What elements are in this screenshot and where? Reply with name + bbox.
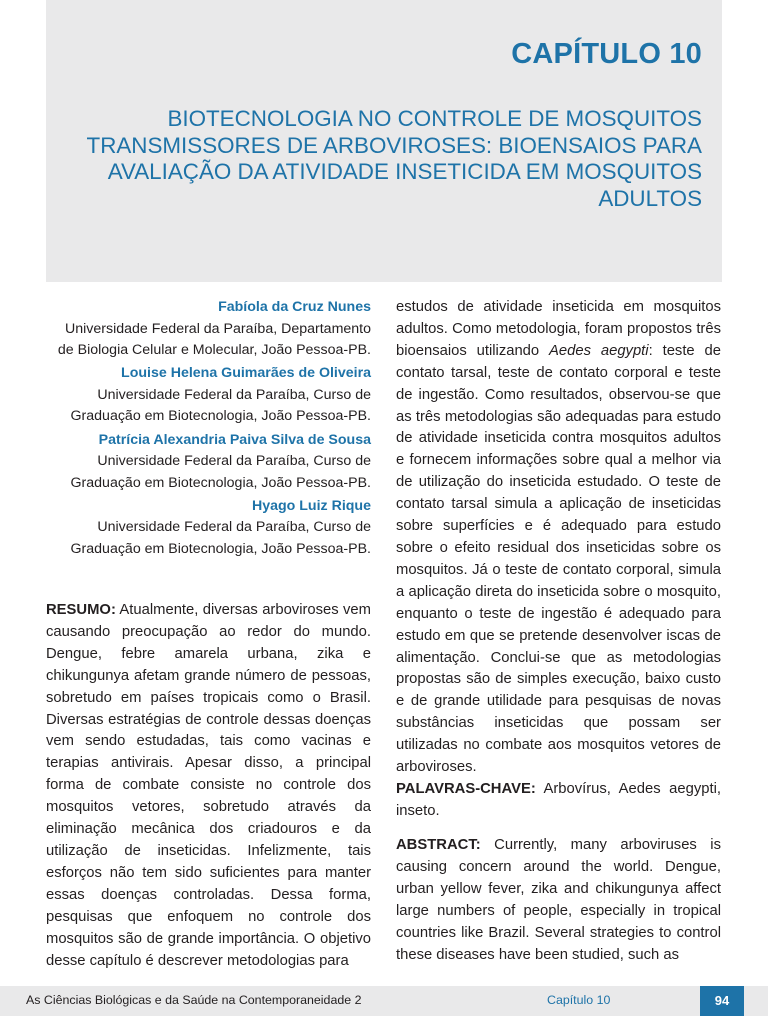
- author-entry: [46, 496, 371, 561]
- author-entry: [46, 297, 371, 362]
- resumo-text: Atualmente, diversas arboviroses vem causando preocupação ao redor do mundo. Dengue, febre amarela urbana, zika e chikungunya afetam grande número de pessoas, sobretudo em países tropicais como o Brasil. Diversas estratégias de controle dessas doenças vem sendo estudadas, tais como vacinas e terapias antivirais. Apesar disso, a principal forma de combate consiste no controle dos mosquitos vetores, sobretudo através da eliminação mecânica dos criadouros e da utilização de inseticidas. Infelizmente, tais esforços não tem sido suficientes para manter essas doenças controladas. Dessa forma, pesquisas que enfoquem no controle dos mosquitos são de grande importância. O objetivo desse capítulo é descrever metodologias para: [46, 602, 371, 969]
- page-number: 94: [700, 986, 744, 1016]
- chapter-title: BIOTECNOLOGIA NO CONTROLE DE MOSQUITOS TRANSMISSORES DE ARBOVIROSES: BIOENSAIOS PARA AVALIAÇÃO DA ATIVIDADE INSETICIDA EM MOSQUITOS ADULTOS: [86, 106, 702, 211]
- abstract-label: ABSTRACT:: [396, 837, 481, 854]
- author-name: Fabíola da Cruz Nunes: [218, 299, 371, 315]
- right-column: [396, 297, 721, 967]
- author-list: [46, 297, 371, 562]
- resumo-text-continued: estudos de atividade inseticida em mosquitos adultos. Como metodologia, foram propostos três bioensaios utilizando: [396, 299, 721, 359]
- keywords-paragraph: [396, 779, 721, 823]
- chapter-number: CAPÍTULO 10: [511, 38, 702, 70]
- keywords-label: PALAVRAS-CHAVE:: [396, 780, 536, 797]
- author-entry: [46, 363, 371, 428]
- footer-chapter: Capítulo 10: [547, 993, 611, 1007]
- resumo-label: RESUMO:: [46, 602, 116, 618]
- resumo-text-end: : teste de contato tarsal, teste de contato corporal e teste de ingestão. Como resultados, observou-se que as três metodologias são adequadas para estudo de atividade inseticida contra mosquitos adultos e fornecem informações sobre qual a melhor via de utilização do inseticida estudado. O teste de contato tarsal simula a aplicação de inseticidas sobre superfícies e é adequado para estudo sobre o efeito residual dos inseticidas sobre os mosquitos. Já o teste de contato corporal, simula a aplicação direta do inseticida sobre o mosquito, enquanto o teste de ingestão é adequado para estudo em que se pretende desenvolver iscas de alimentação. Conclui-se que as metodologias propostas são de simples execução, baixo custo e de grande utilidade para pesquisas de novas substâncias inseticidas que possam ser utilizadas no combate aos mosquitos vetores de arboviroses.: [396, 342, 722, 776]
- author-entry: [46, 430, 371, 495]
- keywords-text: Arbovírus, Aedes aegypti, inseto.: [396, 780, 721, 819]
- page-footer: [0, 986, 768, 1016]
- footer-book-title: As Ciências Biológicas e da Saúde na Contemporaneidade 2: [26, 993, 362, 1007]
- author-affiliation: Universidade Federal da Paraíba, Curso de Graduação em Biotecnologia, João Pessoa-PB.: [70, 386, 371, 425]
- resumo-continuation: [396, 297, 721, 779]
- abstract-text: Currently, many arboviruses is causing concern around the world. Dengue, urban yellow fever, zika and chikungunya affect large numbers of people, especially in tropical countries like Brazil. Several strategies to control these diseases have been studied, such as: [396, 837, 721, 963]
- author-name: Hyago Luiz Rique: [251, 497, 371, 514]
- author-affiliation: Universidade Federal da Paraíba, Curso de Graduação em Biotecnologia, João Pessoa-PB.: [70, 519, 371, 558]
- chapter-header: [46, 0, 722, 282]
- author-affiliation: Universidade Federal da Paraíba, Departamento de Biologia Celular e Molecular, João Pessoa-PB.: [57, 320, 371, 359]
- left-column: [46, 600, 371, 972]
- species-name: Aedes aegypti: [549, 342, 649, 359]
- abstract-paragraph: [396, 835, 721, 966]
- author-name: Patrícia Alexandria Paiva Silva de Sousa: [98, 431, 371, 448]
- author-name: Louise Helena Guimarães de Oliveira: [121, 365, 371, 382]
- resumo-paragraph: [46, 600, 371, 972]
- author-affiliation: Universidade Federal da Paraíba, Curso de Graduação em Biotecnologia, João Pessoa-PB.: [70, 453, 371, 491]
